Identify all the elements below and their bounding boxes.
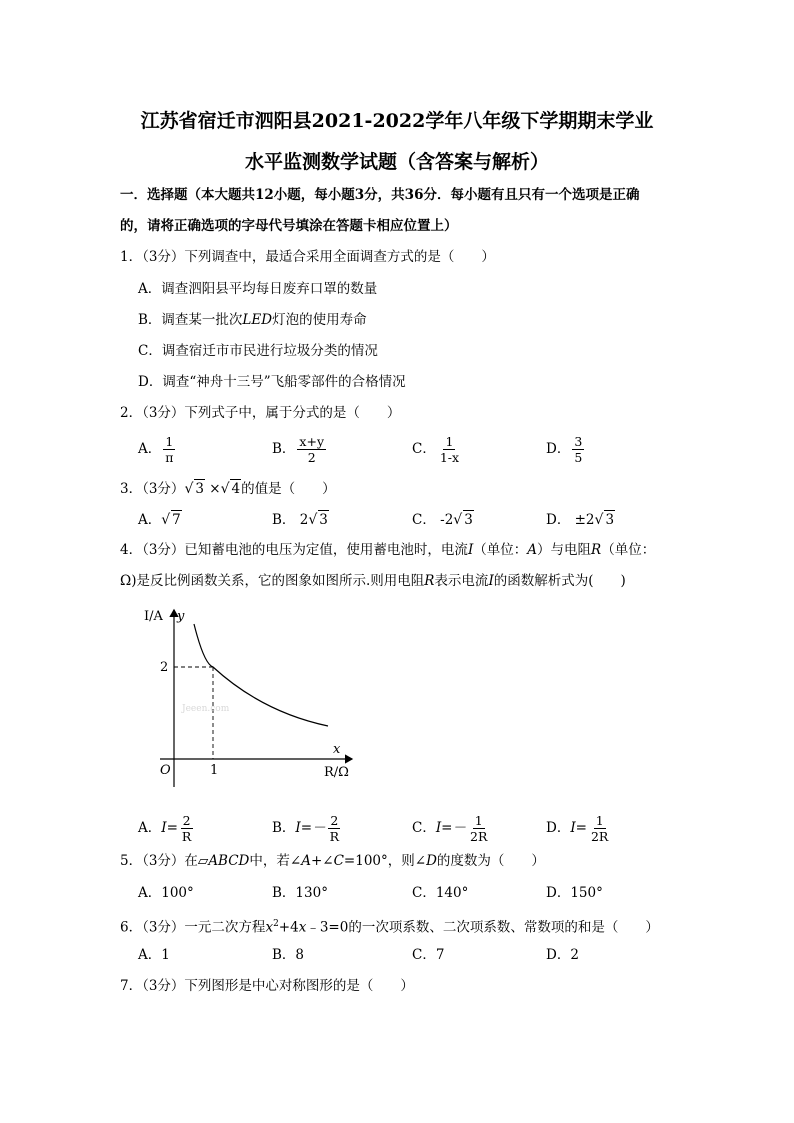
q4-text: （单位： — [473, 542, 528, 558]
x-axis-label: R/Ω — [324, 765, 349, 780]
q4-var-r: R — [591, 542, 602, 558]
q2-option-b — [272, 434, 328, 465]
q4-b-den: R — [329, 829, 339, 844]
q1-stem: 1．（3分）下列调查中，最适合采用全面调查方式的是（ ） — [120, 249, 495, 265]
watermark: Jeeen.com — [182, 704, 230, 714]
q5-var-a: A — [301, 853, 311, 869]
q4-c-den: 2R — [470, 829, 488, 844]
q7-stem: 7．（3分）下列图形是中心对称图形的是（ ） — [120, 978, 414, 994]
q2-b-fraction — [297, 434, 326, 465]
q6-option-d: D．2 — [546, 947, 579, 963]
y-variable: y — [177, 609, 185, 624]
q4-d-label: D． — [546, 820, 571, 836]
q4-option-a — [138, 813, 195, 844]
q3-c-label: C． — [412, 512, 436, 528]
q4-a-num: 2 — [182, 813, 191, 828]
q3-c-radicand: 3 — [464, 512, 473, 528]
section-heading-line-1: 一．选择题（本大题共12小题，每小题3分，共36分．每小题有且只有一个选项是正确 — [120, 187, 640, 203]
q5-option-d: D．150° — [546, 885, 603, 901]
q5-stem — [120, 852, 545, 870]
q4-b-lhs: I=－ — [295, 820, 326, 836]
q2-option-c — [412, 434, 463, 465]
q2-a-fraction — [163, 434, 175, 465]
q2-c-num: 1 — [445, 434, 454, 449]
q4-c-label: C． — [412, 820, 436, 836]
q5-option-c: C．140° — [412, 885, 469, 901]
q2-c-label: C． — [412, 441, 436, 457]
section-heading-line-2: 的，请将正确选项的字母代号填涂在答题卡相应位置上） — [120, 218, 458, 234]
q4-d-fraction — [589, 813, 610, 844]
q1-option-b — [138, 311, 367, 329]
q3-times: × — [209, 481, 221, 497]
q4-d-lhs: I= — [570, 820, 587, 836]
q4-text: ）与电阻 — [537, 542, 592, 558]
q4-text: 4．（3分）已知蓄电池的电压为定值，使用蓄电池时，电流 — [120, 542, 468, 558]
q6-var-x: x — [265, 919, 274, 936]
title-line-1: 江苏省宿迁市泗阳县2021-2022学年八年级下学期期末学业 — [140, 110, 654, 132]
q2-a-label: A． — [138, 441, 162, 457]
q6-text: 6．（3分）一元二次方程 — [120, 919, 266, 936]
q5-text: 5．（3分）在▱ — [120, 853, 209, 869]
q2-stem: 2．（3分）下列式子中，属于分式的是（ ） — [120, 405, 401, 421]
q5-abcd: ABCD — [208, 853, 250, 869]
x-tick-1: 1 — [210, 763, 219, 778]
q5-option-a: A．100° — [138, 885, 194, 901]
q2-a-den: π — [165, 450, 174, 465]
q4-var-i: I — [467, 542, 474, 558]
q5-var-d: D — [426, 853, 437, 869]
sqrt-symbol: √ — [184, 481, 194, 497]
sqrt-symbol: √ — [220, 481, 230, 497]
q4-c-fraction — [468, 813, 489, 844]
q6-option-c: C．7 — [412, 947, 445, 963]
q4-b-num: 2 — [330, 813, 339, 828]
q5-var-c: C — [333, 853, 344, 869]
q4-a-lhs: I= — [161, 820, 178, 836]
q2-c-den: 1-x — [439, 450, 460, 465]
y-axis-label: I/A — [144, 609, 163, 624]
q4-stem-line-1 — [120, 541, 655, 559]
q6-option-a: A．1 — [138, 947, 170, 963]
sqrt-symbol: √ — [161, 512, 171, 528]
q4-stem-line-2 — [120, 572, 626, 590]
q4-c-lhs: I=－ — [435, 820, 466, 836]
q1-option-b-pre: B．调查某一批次 — [138, 312, 243, 328]
q6-stem — [120, 915, 659, 937]
q1-option-d: D．调查“神舟十三号”飞船零部件的合格情况 — [138, 374, 406, 390]
q2-d-den: 5 — [574, 450, 583, 465]
q5-text: +∠ — [310, 853, 334, 869]
q3-option-c — [412, 510, 474, 529]
q3-option-d — [546, 510, 615, 529]
q4-b-label: B． — [272, 820, 296, 836]
q2-d-fraction — [572, 434, 584, 465]
q3-b-coef: 2 — [299, 512, 309, 528]
q3-stem-post: 的值是（ ） — [241, 481, 336, 497]
q3-option-b — [272, 510, 329, 529]
q1-option-c: C．调查宿迁市市民进行垃圾分类的情况 — [138, 343, 378, 359]
q4-option-d — [546, 813, 612, 844]
q6-text: ﹣3=0的一次项系数、二次项系数、常数项的和是（ ） — [306, 919, 659, 936]
q5-option-b: B．130° — [272, 885, 328, 901]
q4-text: （单位： — [601, 542, 656, 558]
q4-var-i: I — [488, 573, 494, 589]
q3-option-a — [138, 510, 182, 529]
q4-text: Ω)是反比例函数关系，它的图象如图所示.则用电阻 — [120, 573, 425, 589]
q2-b-num: x+y — [299, 434, 325, 449]
q3-d-label: D． — [546, 512, 571, 528]
q5-text: =100°，则∠ — [343, 853, 427, 869]
q6-var-x: x — [298, 919, 307, 936]
q3-d-radicand: 3 — [605, 512, 615, 528]
q4-c-num: 1 — [474, 813, 483, 828]
q5-text: 中，若∠ — [249, 853, 302, 869]
sqrt-symbol: √ — [453, 512, 463, 528]
q3-b-label: B． — [272, 512, 296, 528]
q4-graph — [130, 600, 370, 800]
q6-option-b: B．8 — [272, 947, 305, 963]
q4-var-a: A — [527, 542, 538, 558]
q3-c-coef: -2 — [440, 512, 454, 528]
q6-text: +4 — [278, 919, 299, 936]
q4-text: 的函数解析式为( ) — [493, 573, 626, 589]
q2-b-den: 2 — [307, 450, 316, 465]
origin-label: O — [160, 763, 171, 778]
q4-a-den: R — [181, 829, 192, 844]
q2-option-a — [138, 434, 177, 465]
q1-option-b-var: LED — [242, 312, 273, 328]
title-line-2: 水平监测数学试题（含答案与解析） — [244, 151, 549, 173]
q4-d-num: 1 — [595, 813, 604, 828]
q2-d-label: D． — [546, 441, 571, 457]
q3-stem — [120, 479, 336, 498]
q6-superscript: 2 — [273, 919, 279, 929]
q1-option-b-post: 灯泡的使用寿命 — [272, 312, 367, 328]
y-tick-2: 2 — [160, 660, 169, 675]
q5-text: 的度数为（ ） — [436, 853, 545, 869]
q3-d-coef: ±2 — [574, 512, 595, 528]
q3-radicand-1: 3 — [195, 481, 204, 497]
q3-radicand-2: 4 — [231, 481, 241, 497]
q3-b-radicand: 3 — [319, 512, 328, 528]
q4-a-fraction — [180, 813, 193, 844]
q4-var-r: R — [424, 573, 435, 589]
q3-a-radicand: 7 — [172, 512, 181, 528]
q2-c-fraction — [438, 434, 461, 465]
q4-option-c — [412, 813, 491, 844]
sqrt-symbol: √ — [594, 512, 604, 528]
q1-option-a: A．调查泗阳县平均每日废弃口罩的数量 — [138, 281, 378, 297]
q2-a-num: 1 — [165, 434, 174, 449]
q2-d-num: 3 — [574, 434, 583, 449]
x-variable: x — [333, 742, 341, 757]
q3-stem-pre: 3．（3分） — [120, 481, 185, 497]
q4-option-b — [272, 813, 343, 844]
q4-b-fraction — [328, 813, 341, 844]
q2-b-label: B． — [272, 441, 296, 457]
q4-text: 表示电流 — [434, 573, 489, 589]
q4-d-den: 2R — [590, 829, 609, 844]
q4-a-label: A． — [138, 820, 162, 836]
q2-option-d — [546, 434, 586, 465]
q3-a-label: A． — [138, 512, 162, 528]
sqrt-symbol: √ — [308, 512, 318, 528]
